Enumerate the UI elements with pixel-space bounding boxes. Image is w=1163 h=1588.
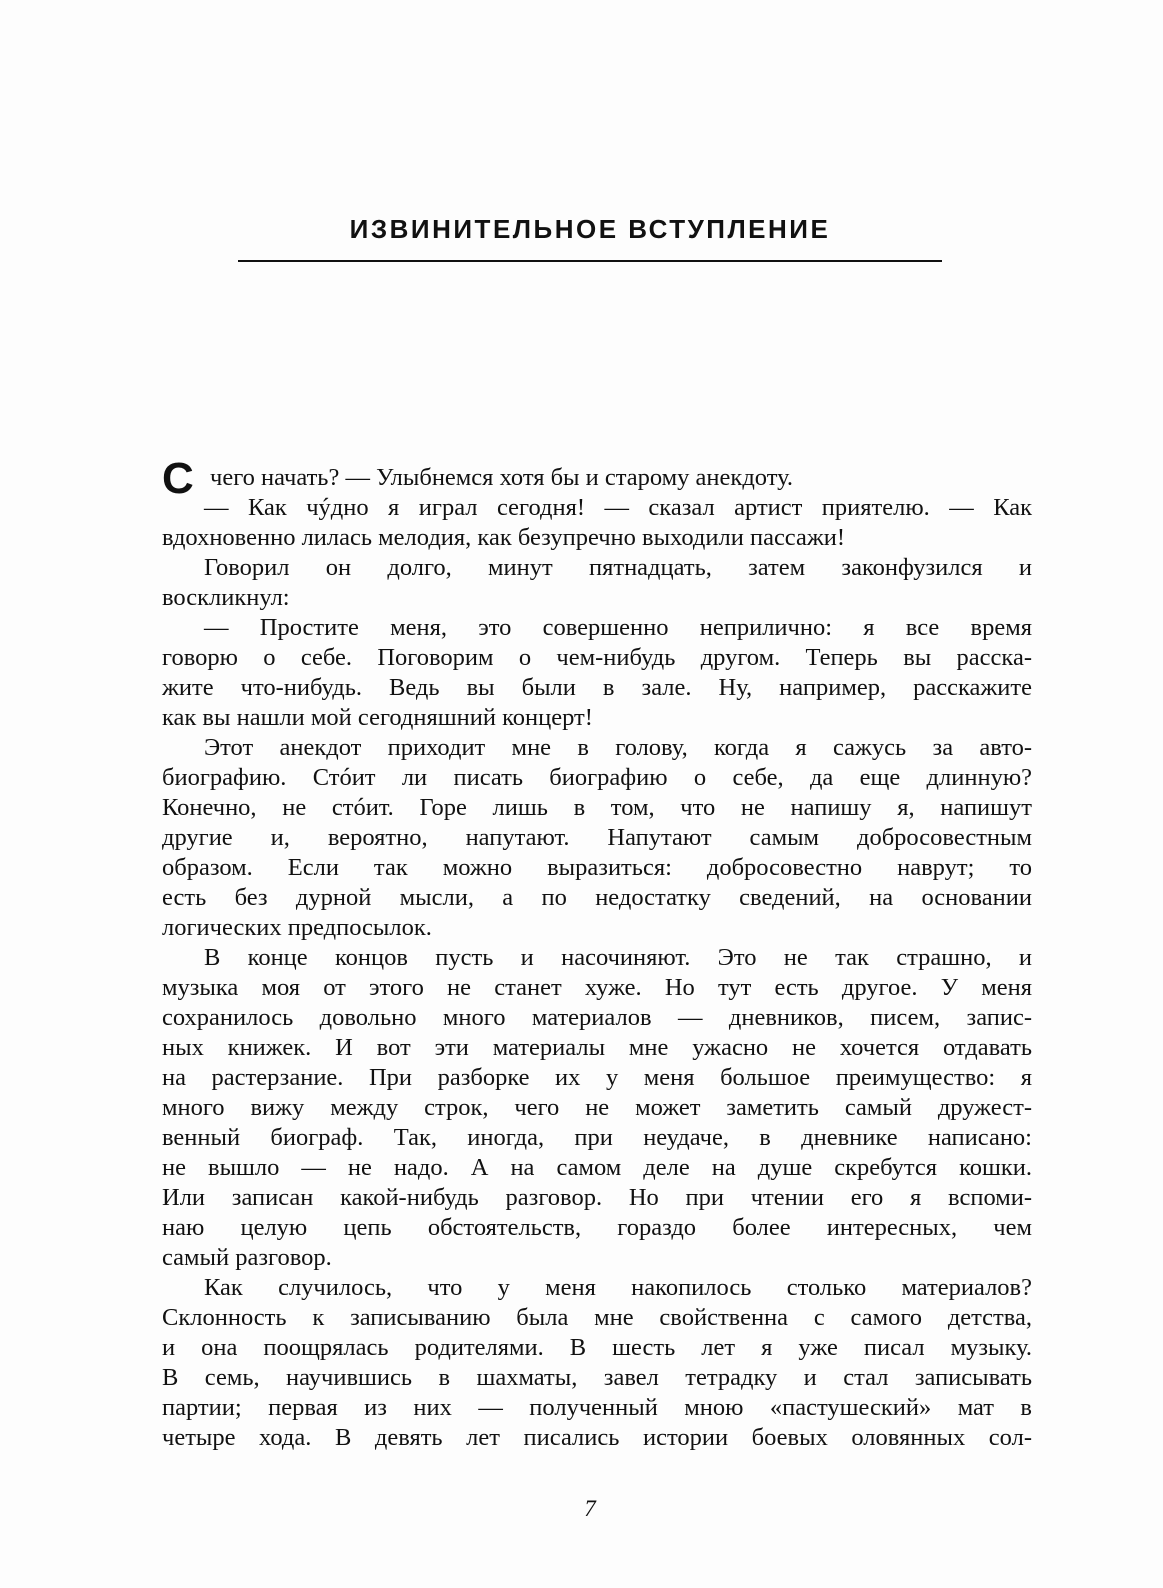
line-text: жите что-нибудь. Ведь вы были в зале. Ну, например, расскажите (162, 674, 1032, 701)
page-number: 7 (584, 1496, 596, 1521)
text-line (162, 883, 1032, 913)
line-text: партии; первая из них — полученный мною «пастушеский» мат в (162, 1394, 1032, 1421)
drop-cap: С (162, 454, 194, 503)
line-text: сохранилось довольно много материалов — дневников, писем, запис- (162, 1004, 1032, 1031)
text-line (162, 1183, 1032, 1213)
text-line (162, 1123, 1032, 1153)
line-text: — Простите меня, это совершенно неприлично: я все время (204, 614, 1032, 641)
line-text: Конечно, не стóит. Горе лишь в том, что не напишу я, напишут (162, 794, 1032, 821)
text-line (162, 853, 1032, 883)
text-line (162, 1393, 1032, 1423)
text-line (162, 1003, 1032, 1033)
text-line (162, 583, 1032, 613)
text-line (162, 1273, 1032, 1303)
line-text: четыре хода. В девять лет писались истории боевых оловянных сол- (162, 1424, 1032, 1451)
text-line (162, 553, 1032, 583)
text-line (162, 1153, 1032, 1183)
chapter-body (162, 454, 1032, 1453)
text-line (162, 703, 1032, 733)
line-text: воскликнул: (162, 584, 290, 611)
line-text: много вижу между строк, чего не может заметить самый дружест- (162, 1094, 1032, 1121)
line-text: образом. Если так можно выразиться: добросовестно наврут; то (162, 854, 1032, 881)
text-line (162, 523, 1032, 553)
line-text: биографию. Стóит ли писать биографию о себе, да еще длинную? (162, 764, 1032, 791)
line-text: Как случилось, что у меня накопилось столько материалов? (204, 1274, 1032, 1301)
text-line (162, 1063, 1032, 1093)
text-line (162, 1363, 1032, 1393)
line-text: самый разговор. (162, 1244, 332, 1271)
line-text: В конце концов пусть и насочиняют. Это не так страшно, и (204, 944, 1032, 971)
text-line (162, 643, 1032, 673)
line-text: Этот анекдот приходит мне в голову, когда я сажусь за авто- (204, 734, 1032, 761)
text-line (162, 493, 1032, 523)
title-underline (238, 260, 942, 262)
line-text: и она поощрялась родителями. В шесть лет я уже писал музыку. (162, 1334, 1032, 1361)
text-line (162, 1033, 1032, 1063)
line-text: логических предпосылок. (162, 914, 432, 941)
line-text: наю целую цепь обстоятельств, гораздо более интересных, чем (162, 1214, 1032, 1241)
text-line (162, 943, 1032, 973)
text-line (162, 1303, 1032, 1333)
text-line (162, 673, 1032, 703)
text-line (162, 823, 1032, 853)
text-line (162, 613, 1032, 643)
line-text: Или записан какой-нибудь разговор. Но при чтении его я вспоми- (162, 1184, 1032, 1211)
text-line (162, 1423, 1032, 1453)
line-text: — Как чýдно я играл сегодня! — сказал артист приятелю. — Как (204, 494, 1032, 521)
text-line (162, 1213, 1032, 1243)
text-line (162, 454, 1032, 503)
line-text: говорю о себе. Поговорим о чем-нибудь другом. Теперь вы расска- (162, 644, 1032, 671)
text-line (162, 973, 1032, 1003)
line-text: Склонность к записыванию была мне свойственна с самого детства, (162, 1304, 1032, 1331)
text-line (162, 793, 1032, 823)
line-text: Говорил он долго, минут пятнадцать, затем законфузился и (204, 554, 1032, 581)
text-line (162, 1243, 1032, 1273)
text-line (162, 763, 1032, 793)
text-line (162, 913, 1032, 943)
line-text: В семь, научившись в шахматы, завел тетрадку и стал записывать (162, 1364, 1032, 1391)
line-text: музыка моя от этого не станет хуже. Но тут есть другое. У меня (162, 974, 1032, 1001)
chapter-title: ИЗВИНИТЕЛЬНОЕ ВСТУПЛЕНИЕ (349, 214, 831, 244)
text-line (162, 733, 1032, 763)
line-text: не вышло — не надо. А на самом деле на душе скребутся кошки. (162, 1154, 1032, 1181)
text-line (162, 1333, 1032, 1363)
line-text: как вы нашли мой сегодняшний концерт! (162, 704, 593, 731)
line-text: ных книжек. И вот эти материалы мне ужасно не хочется отдавать (162, 1034, 1032, 1061)
line-text: вдохновенно лилась мелодия, как безупречно выходили пассажи! (162, 524, 846, 551)
line-text: есть без дурной мысли, а по недостатку сведений, на основании (162, 884, 1032, 911)
line-text: венный биограф. Так, иногда, при неудаче, в дневнике написано: (162, 1124, 1032, 1151)
line-text: чего начать? — Улыбнемся хотя бы и старому анекдоту. (210, 464, 794, 491)
text-line (162, 1093, 1032, 1123)
line-text: на растерзание. При разборке их у меня большое преимущество: я (162, 1064, 1032, 1091)
line-text: другие и, вероятно, напутают. Напутают самым добросовестным (162, 824, 1032, 851)
